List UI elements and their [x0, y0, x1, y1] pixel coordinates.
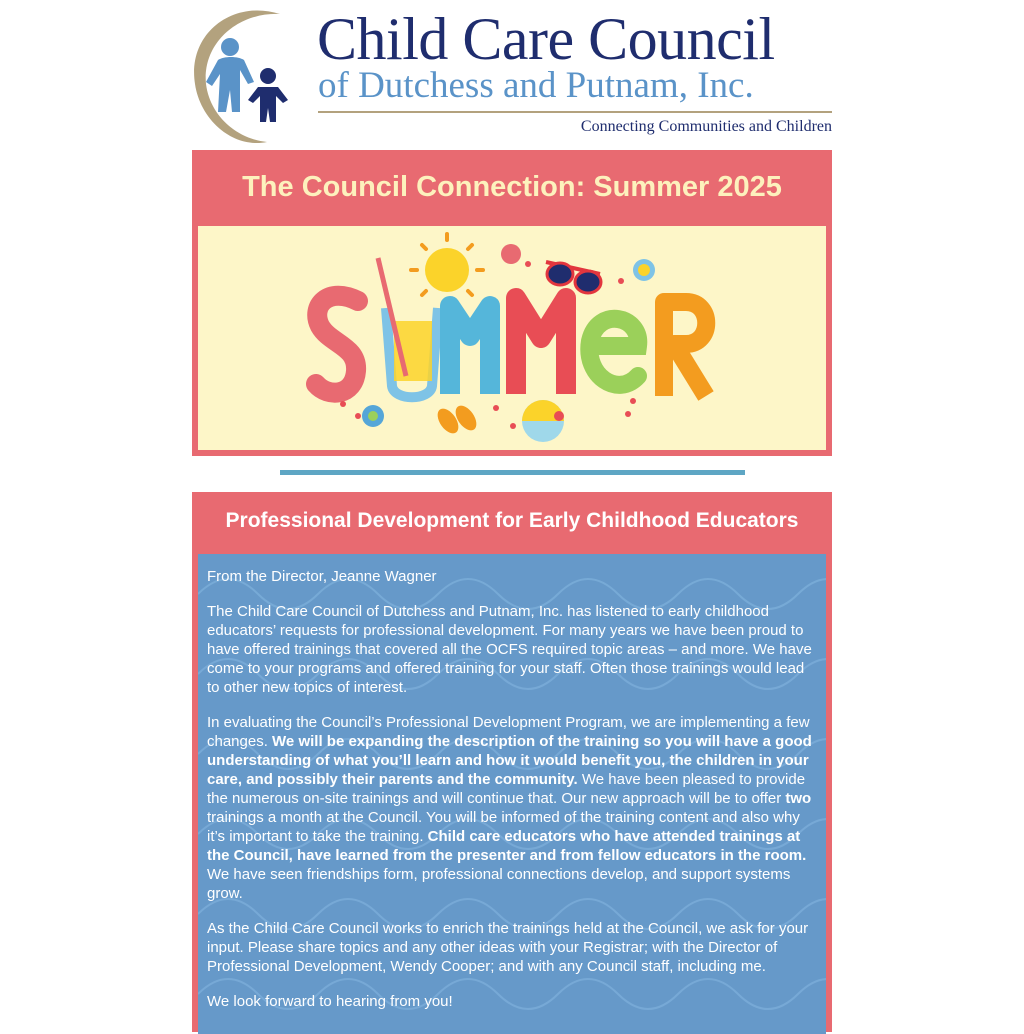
- family-logo-icon: [192, 4, 312, 149]
- summer-illustration: [198, 226, 826, 450]
- summer-art-icon: [198, 226, 826, 450]
- council-logo[interactable]: [192, 0, 832, 150]
- flip-flops-icon: [433, 402, 480, 437]
- paragraph-2-bold-a: We will be expanding the description of the training so you will have a good understanding of what you’ll learn and how it would benefit you, the children in your care, and possibly their parents and the community.: [207, 733, 812, 788]
- professional-development-section: [192, 492, 832, 1032]
- paragraph-2-part-g: We have seen friendships form, professional connections develop, and support systems grow.: [207, 866, 791, 902]
- section-divider: [280, 470, 745, 475]
- newsletter-banner: [192, 150, 832, 456]
- section-body: [198, 554, 826, 1034]
- paragraph-3: As the Child Care Council works to enrich the trainings held at the Council, we ask for your input. Please share topics and any other ideas with your Registrar; with the Director of Professional Development, Wendy Cooper; and with any Council staff, including me.: [207, 920, 809, 975]
- sun-icon: [411, 234, 483, 306]
- sunglasses-icon: [546, 262, 601, 293]
- paragraph-1: The Child Care Council of Dutchess and Putnam, Inc. has listened to early childhood educators’ requests for professional development. For many years we have been proud to have offered trainings that covered all the OCFS required topic areas – and more. We have come to your programs and offered training for your staff. Often those trainings would lead to other new topics of interest.: [207, 603, 812, 696]
- paragraph-2-part-a: In evaluating the Council’s Professional Development Program, we are implementing a few changes.: [207, 714, 810, 750]
- section-title: Professional Development for Early Childhood Educators: [225, 509, 799, 532]
- paragraph-4: We look forward to hearing from you!: [207, 993, 453, 1010]
- section-text: [207, 567, 819, 1027]
- paragraph-2-bold-b: Child care educators who have attended trainings at the Council, have learned from the presenter and from fellow educators in the room.: [207, 828, 807, 864]
- paragraph-2: [207, 713, 819, 903]
- paragraph-2-bold-two: two: [785, 790, 812, 807]
- logo-divider: [318, 111, 832, 113]
- newsletter-title: The Council Connection: Summer 2025: [242, 171, 782, 203]
- paragraph-2-part-e: trainings a month at the Council. You will be informed of the training content and also why it’s important to take the training.: [207, 809, 800, 845]
- org-subname: of Dutchess and Putnam, Inc.: [318, 65, 754, 106]
- paragraph-2-part-c: We have been pleased to provide the numerous on-site trainings and will continue that. Our new approach will be to offer: [207, 771, 806, 807]
- newsletter: [192, 0, 832, 1010]
- director-greeting: From the Director, Jeanne Wagner: [207, 568, 437, 585]
- org-name: Child Care Council: [317, 6, 775, 72]
- org-tagline: Connecting Communities and Children: [580, 118, 832, 135]
- beach-ball-icon: [522, 400, 564, 442]
